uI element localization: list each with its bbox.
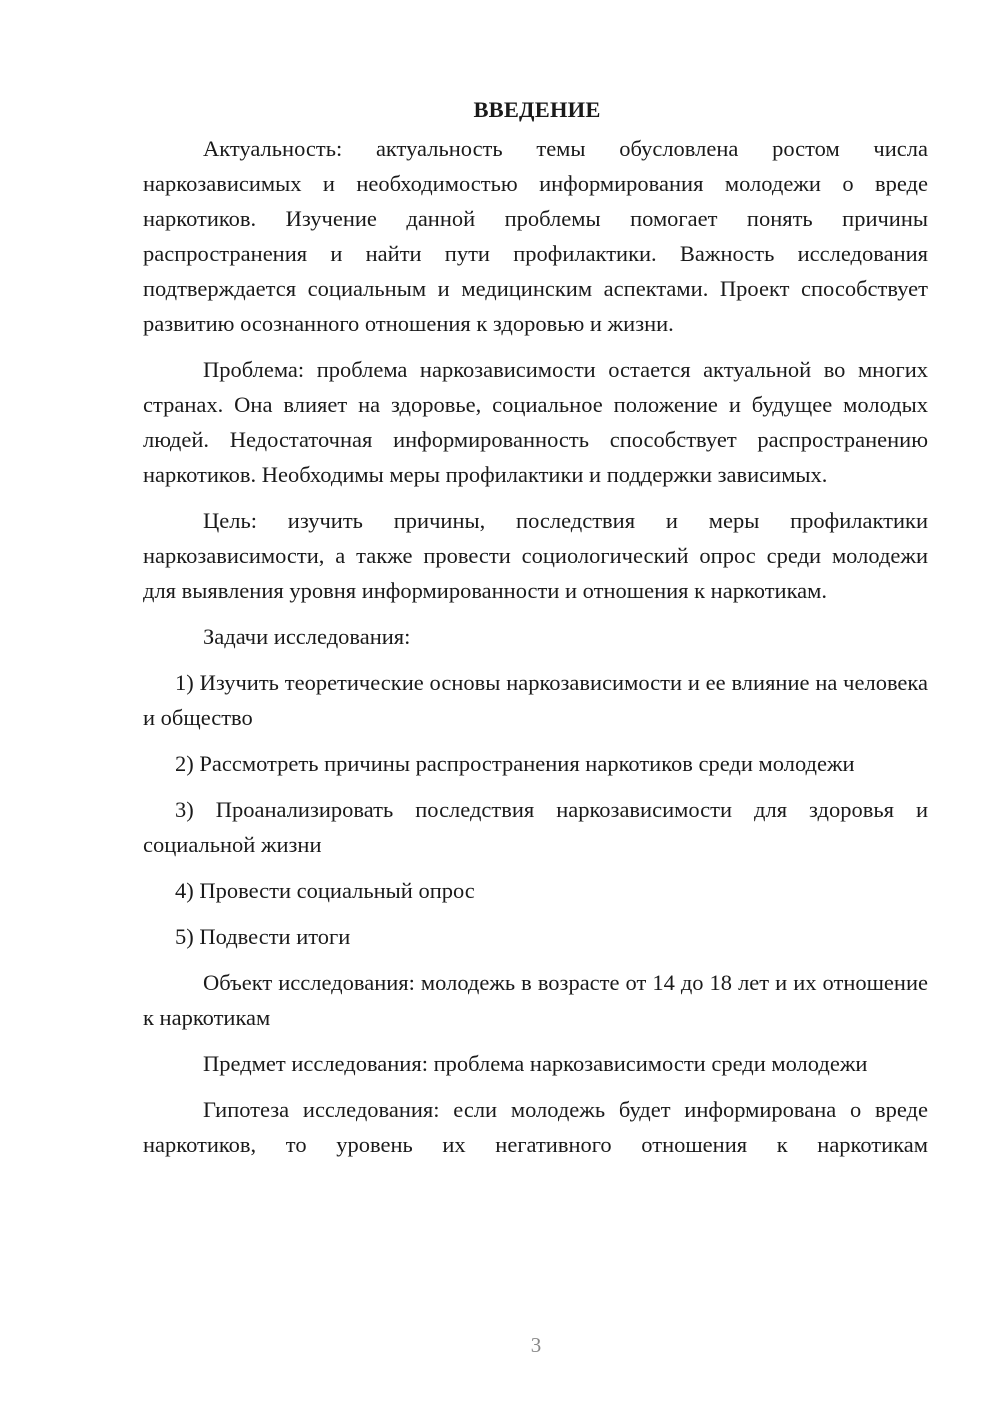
- paragraph-tasks-title: Задачи исследования:: [203, 624, 411, 649]
- paragraph-hypothesis: Гипотеза исследования: если молодежь будет информирована о вреде наркотиков, то уровень их негативного отношения к наркотикам: [143, 1097, 928, 1157]
- paragraph-subject: Предмет исследования: проблема наркозависимости среди молодежи: [203, 1051, 868, 1076]
- task-item-3: 3) Проанализировать последствия наркозависимости для здоровья и социальной жизни: [143, 797, 928, 857]
- paragraph-relevance: Актуальность: актуальность темы обусловлена ростом числа наркозависимых и необходимостью информирования молодежи о вреде наркотиков. Изучение данной проблемы помогает понять причины распространения и найти пути профилактики. Важность исследования подтверждается социальным и медицинским аспектами. Проект способствует развитию осознанного отношения к здоровью и жизни.: [143, 136, 928, 336]
- paragraph-goal: Цель: изучить причины, последствия и меры профилактики наркозависимости, а также провести социологический опрос среди молодежи для выявления уровня информированности и отношения к наркотикам.: [143, 508, 928, 603]
- task-item-4: 4) Провести социальный опрос: [175, 878, 475, 903]
- task-item-5: 5) Подвести итоги: [175, 924, 351, 949]
- page-number: 3: [530, 1333, 542, 1357]
- page-content: [143, 92, 928, 1162]
- task-item-2: 2) Рассмотреть причины распространения наркотиков среди молодежи: [175, 751, 855, 776]
- paragraph-problem: Проблема: проблема наркозависимости остается актуальной во многих странах. Она влияет на здоровье, социальное положение и будущее молодых людей. Недостаточная информированность способствует распространению наркотиков. Необходимы меры профилактики и поддержки зависимых.: [143, 357, 928, 487]
- paragraph-object: Объект исследования: молодежь в возрасте от 14 до 18 лет и их отношение к наркотикам: [143, 970, 928, 1030]
- task-item-1: 1) Изучить теоретические основы наркозависимости и ее влияние на человека и общество: [143, 670, 928, 730]
- section-heading: ВВЕДЕНИЕ: [473, 97, 601, 122]
